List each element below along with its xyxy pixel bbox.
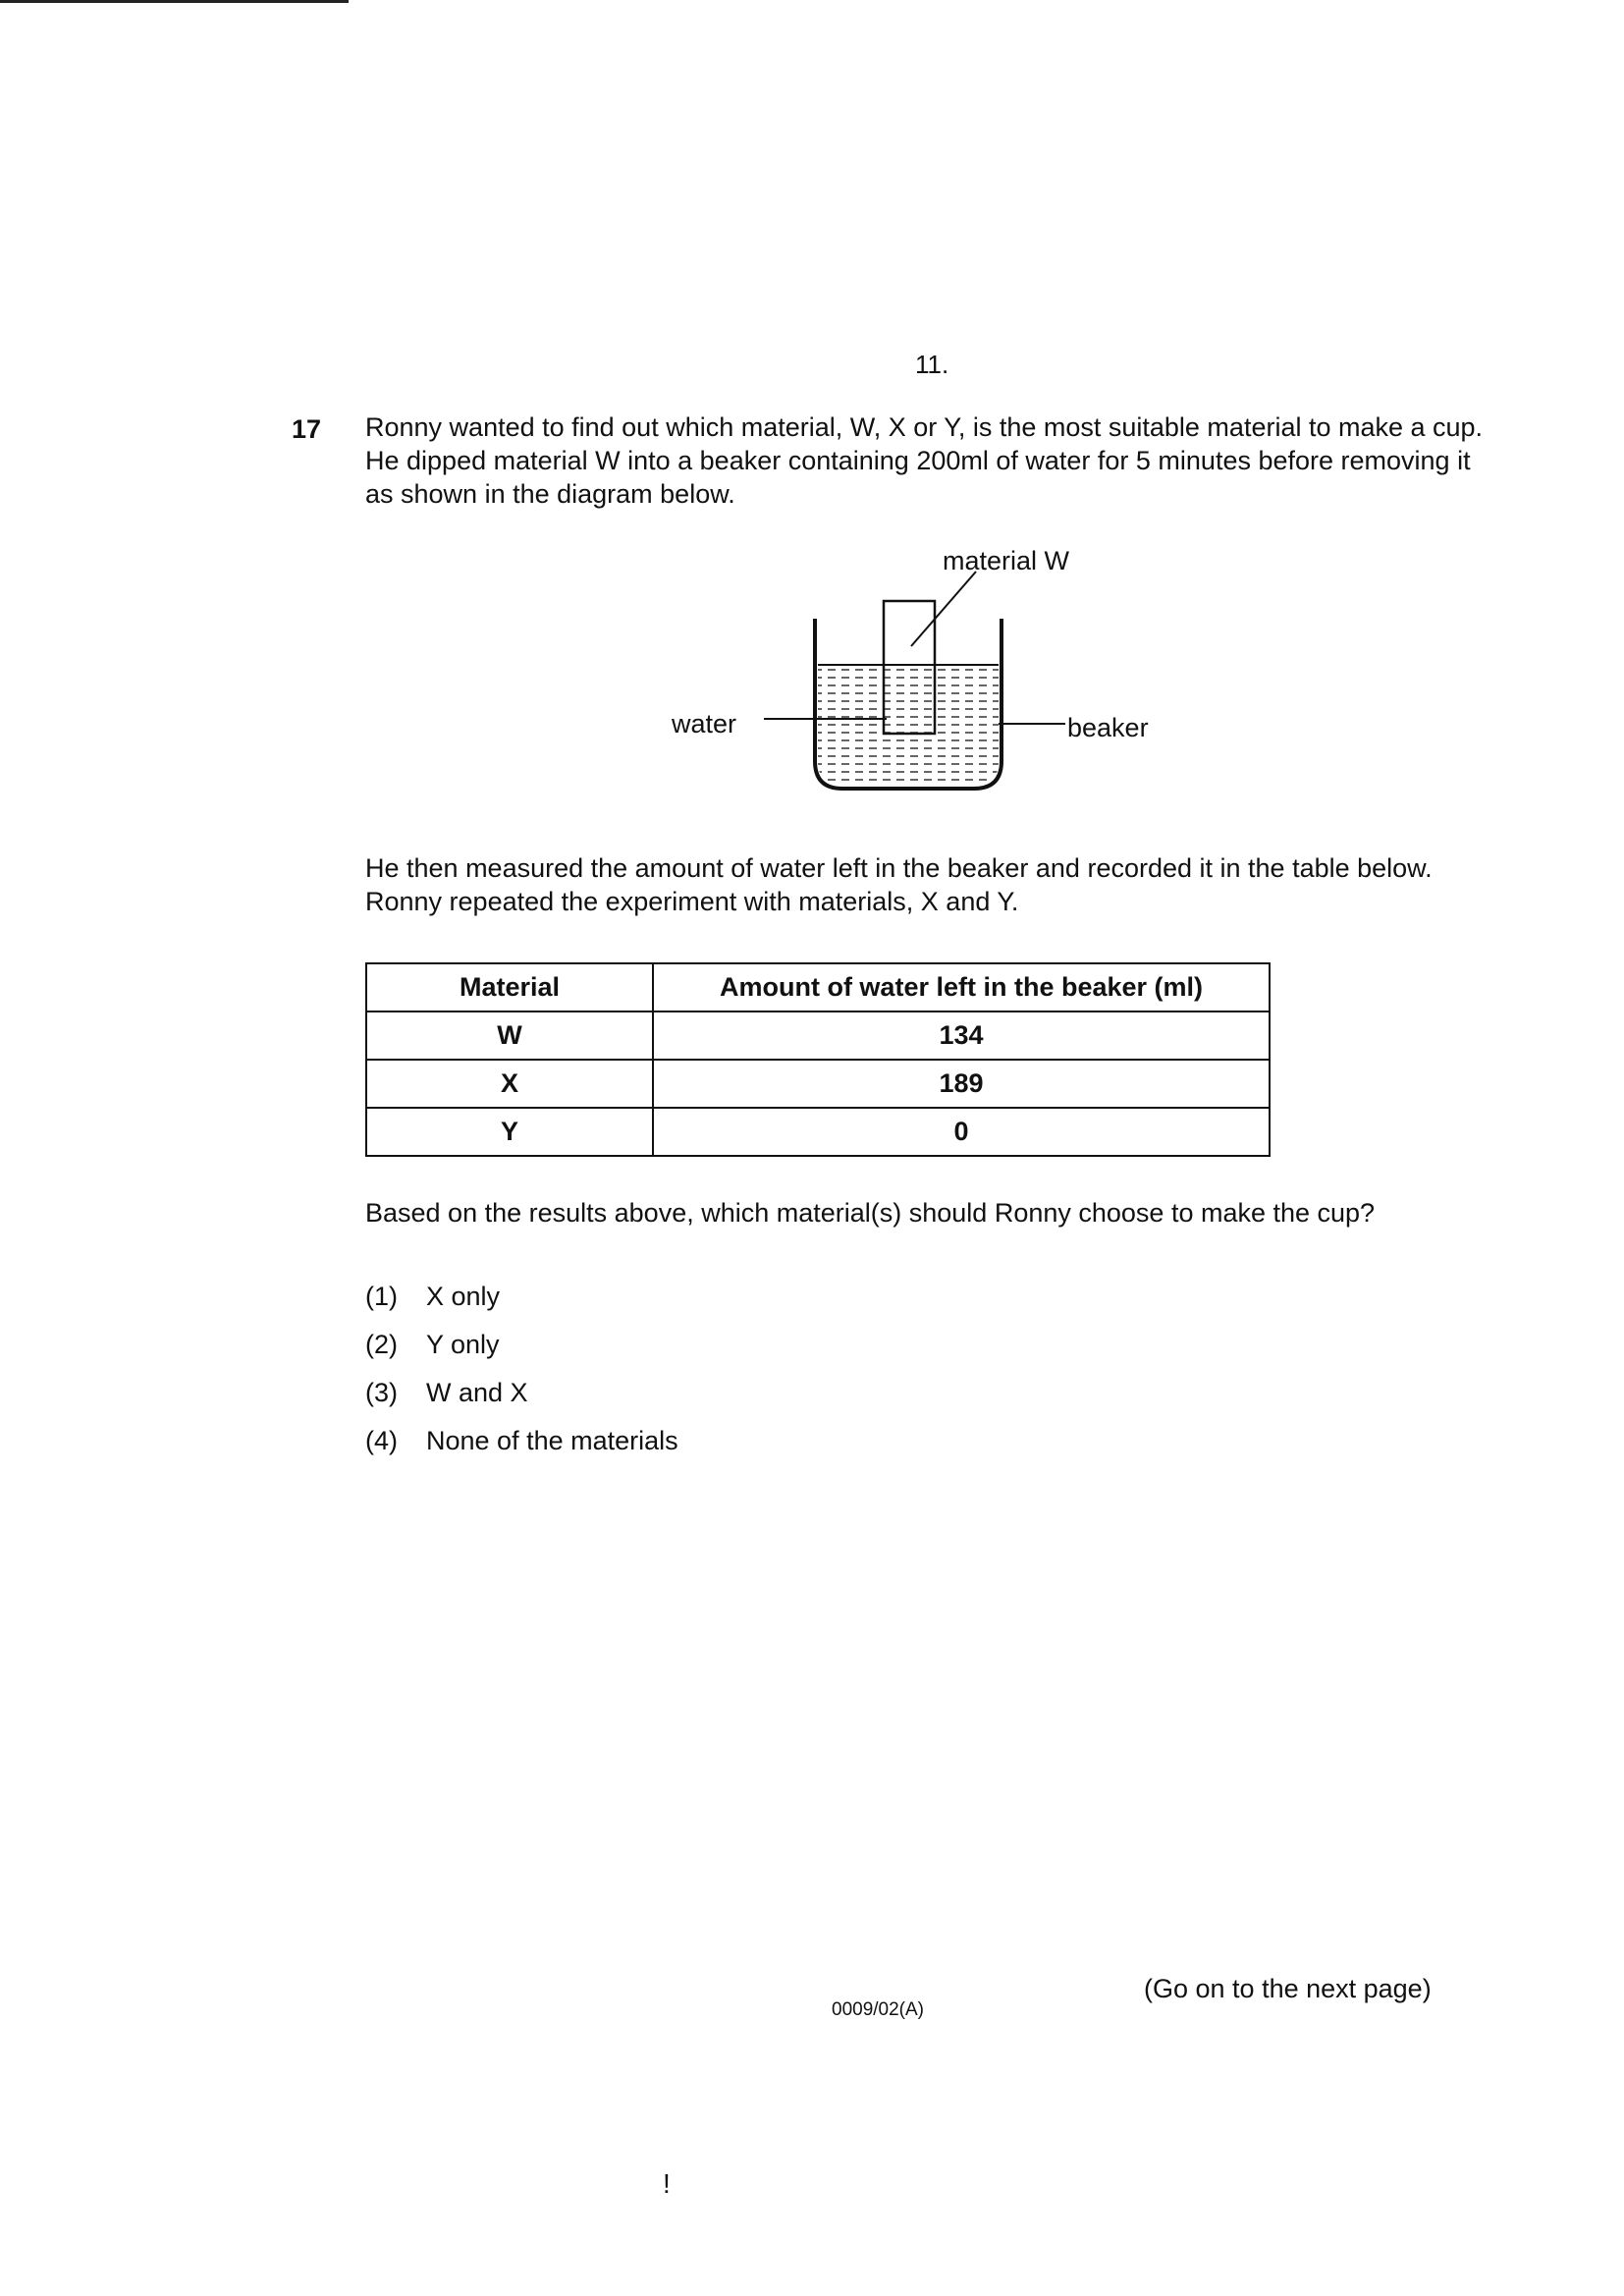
top-border-line — [0, 0, 349, 3]
option-number: (2) — [365, 1330, 398, 1359]
cell-water-left: 189 — [653, 1060, 1270, 1108]
cell-water-left: 0 — [653, 1108, 1270, 1156]
option-number: (3) — [365, 1378, 398, 1407]
question-number: 17 — [292, 414, 322, 444]
table-row — [366, 1011, 1270, 1060]
option-text: None of the materials — [426, 1426, 678, 1455]
answer-options — [365, 1273, 678, 1465]
option-2[interactable] — [365, 1321, 678, 1369]
results-table — [365, 962, 1271, 1157]
label-water: water — [672, 709, 737, 738]
beaker-diagram — [648, 540, 1198, 795]
option-text: W and X — [426, 1378, 528, 1407]
option-3[interactable] — [365, 1369, 678, 1417]
option-4[interactable] — [365, 1417, 678, 1465]
paper-code: 0009/02(A) — [832, 1999, 925, 2020]
header-water-left: Amount of water left in the beaker (ml) — [653, 963, 1270, 1011]
cell-material: X — [366, 1060, 653, 1108]
table-intro-text: He then measured the amount of water left in the beaker and recorded it in the table below. Ronny repeated the experiment with materials, X and Y. — [365, 853, 1433, 916]
cell-material: Y — [366, 1108, 653, 1156]
stray-mark: ! — [663, 2168, 671, 2199]
option-text: Y only — [426, 1330, 500, 1359]
header-material: Material — [366, 963, 653, 1011]
next-page-note: (Go on to the next page) — [1144, 1974, 1432, 2003]
water-fill — [818, 665, 999, 786]
table-row — [366, 1108, 1270, 1156]
question-text: Ronny wanted to find out which material, W, X or Y, is the most suitable material to make a cup. He dipped material W into a beaker containing 200ml of water for 5 minutes before removing it as shown in the diagram below. — [365, 412, 1484, 509]
option-number: (4) — [365, 1426, 398, 1455]
page-number: 11. — [915, 350, 949, 379]
cell-material: W — [366, 1011, 653, 1060]
question-prompt: Based on the results above, which material(s) should Ronny choose to make the cup? — [365, 1198, 1376, 1228]
table-row — [366, 1060, 1270, 1108]
cell-water-left: 134 — [653, 1011, 1270, 1060]
option-number: (1) — [365, 1282, 398, 1311]
label-material-w: material W — [943, 546, 1070, 575]
option-1[interactable] — [365, 1273, 678, 1321]
label-beaker: beaker — [1067, 713, 1149, 742]
table-header-row — [366, 963, 1270, 1011]
option-text: X only — [426, 1282, 501, 1311]
